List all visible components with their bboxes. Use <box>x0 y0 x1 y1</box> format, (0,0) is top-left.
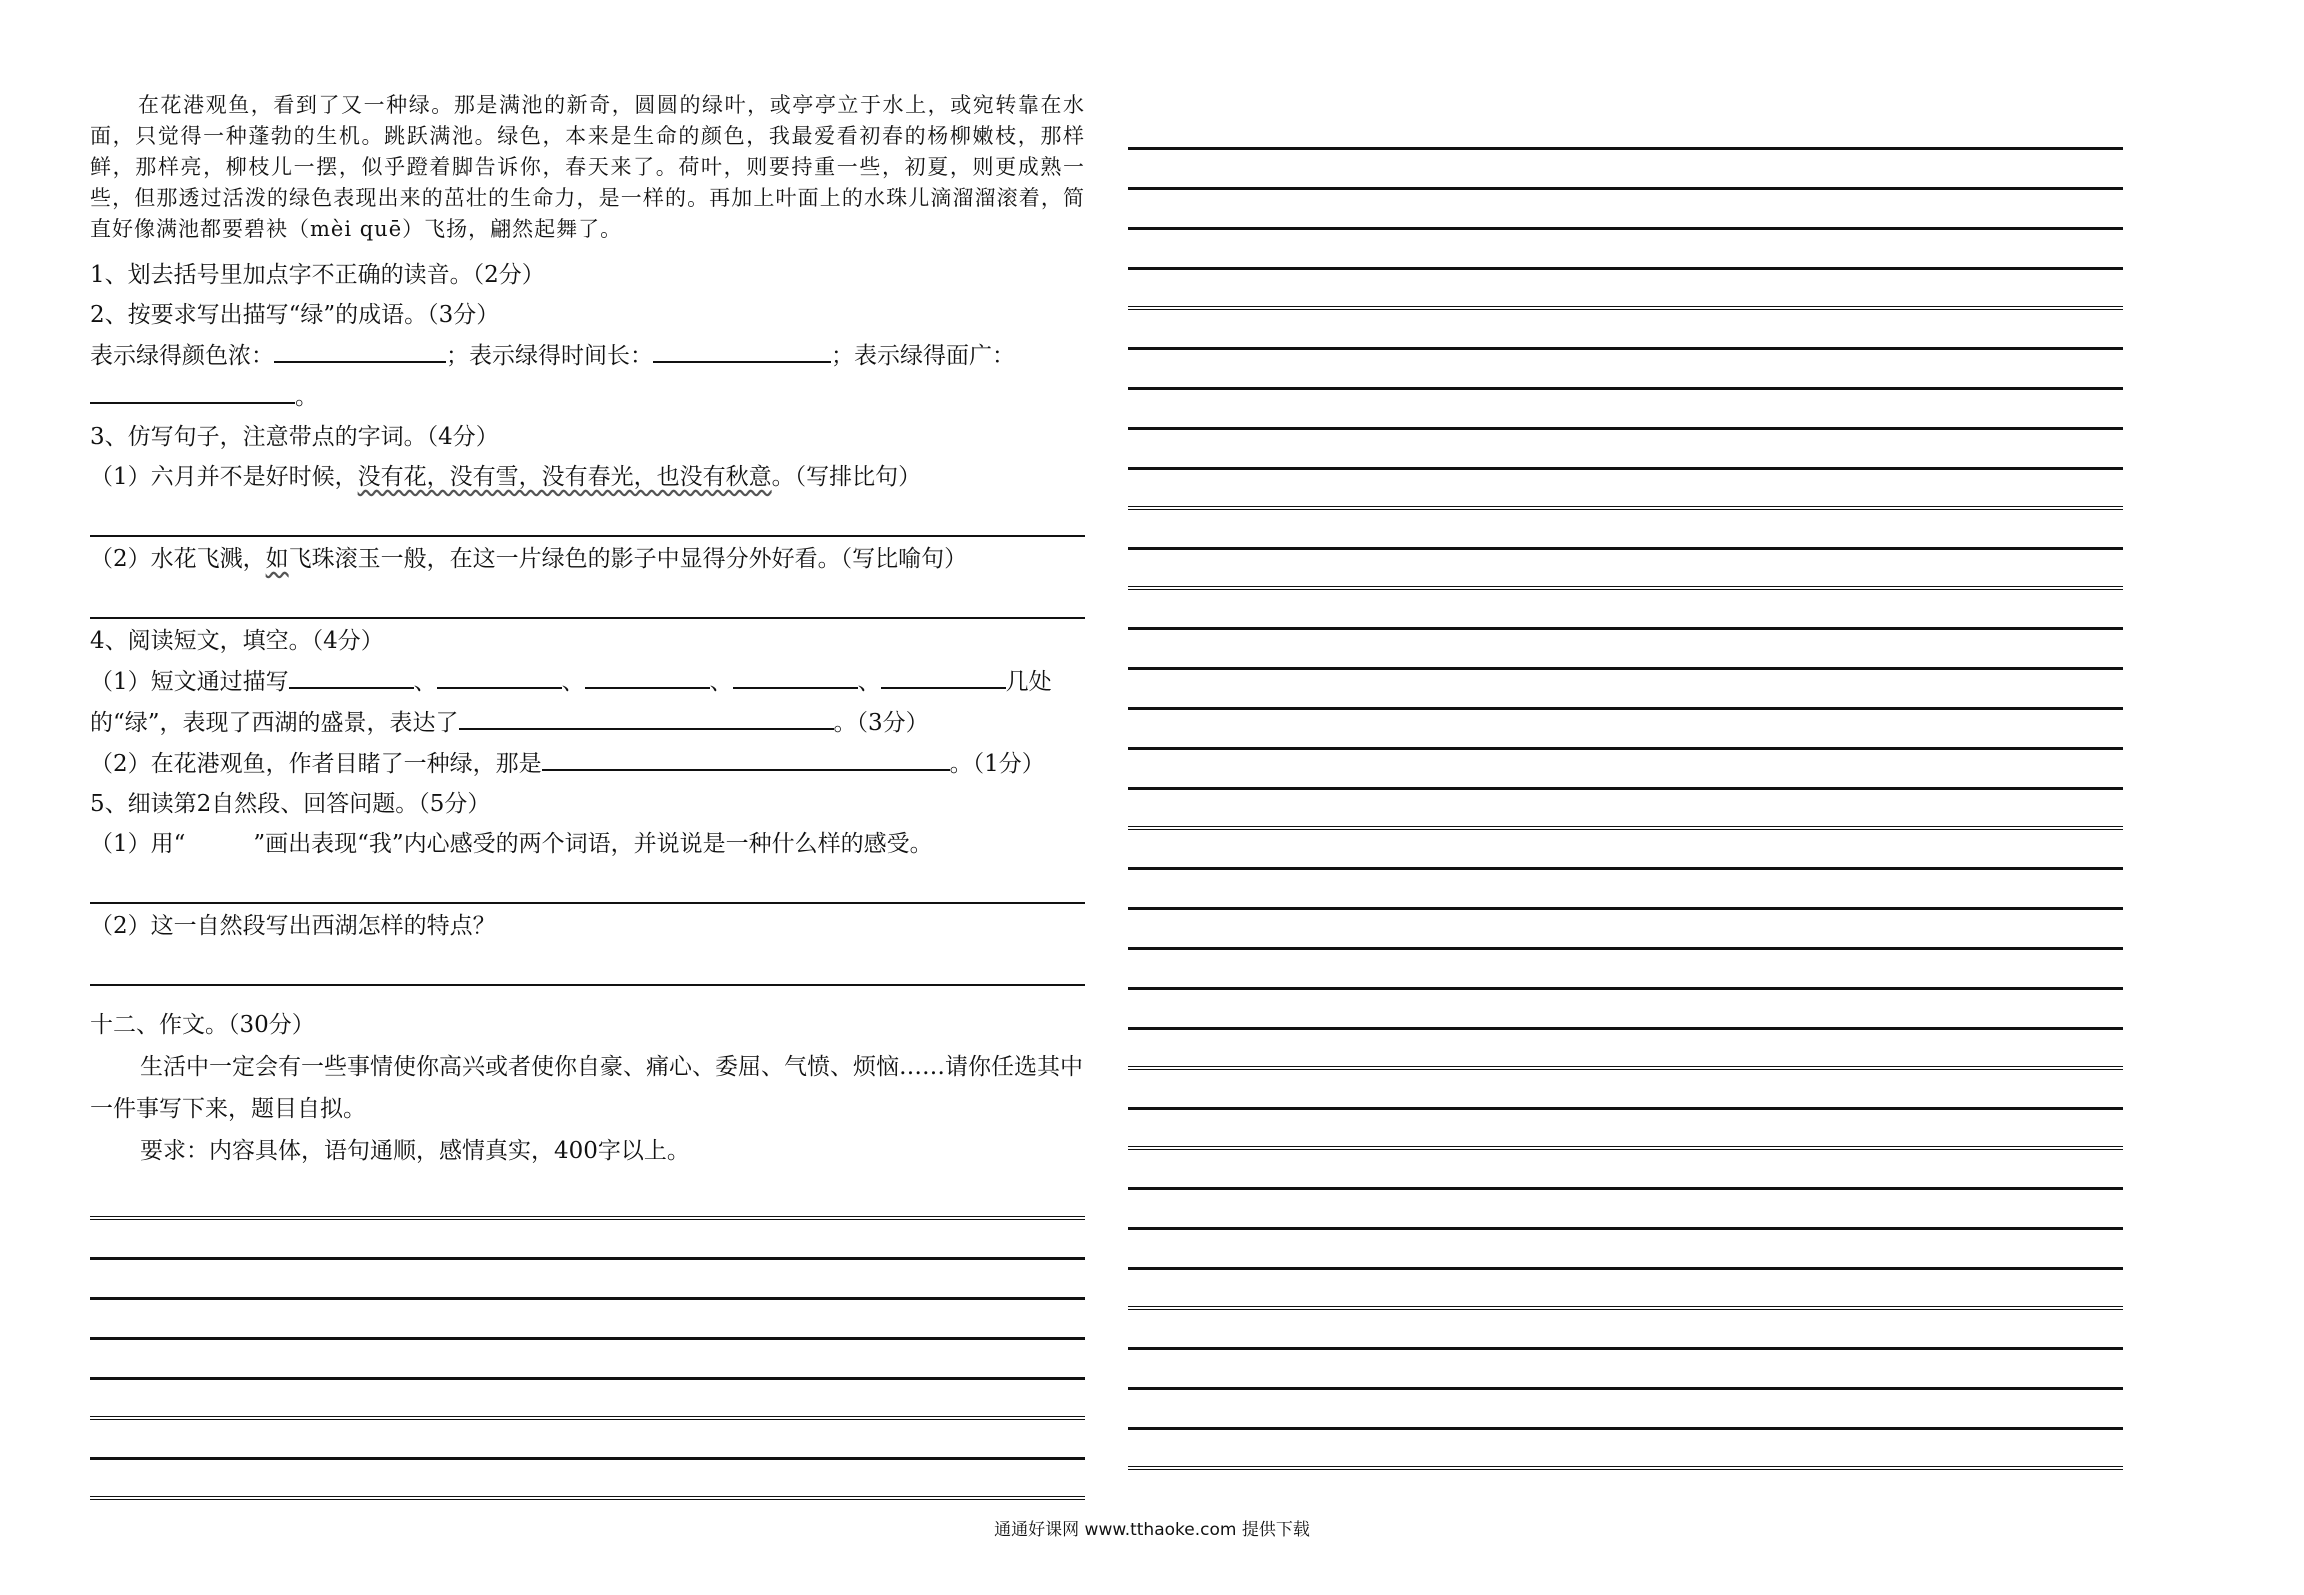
question-2-line2: 。 <box>90 376 1085 417</box>
writing-line[interactable] <box>1128 870 2123 910</box>
writing-line[interactable] <box>1128 1230 2123 1270</box>
writing-line[interactable] <box>1128 990 2123 1030</box>
writing-line[interactable] <box>1128 670 2123 710</box>
question-3-title: 3、仿写句子，注意带点的字词。（4分） <box>90 424 499 450</box>
writing-line[interactable] <box>1128 110 2123 150</box>
question-1: 1、划去括号里加点字不正确的读音。（2分） <box>90 262 545 288</box>
writing-line[interactable] <box>1128 310 2123 350</box>
writing-line[interactable] <box>1128 1070 2123 1110</box>
answer-blank[interactable] <box>274 335 446 363</box>
question-4-title: 4、阅读短文，填空。（4分） <box>90 628 384 654</box>
writing-line[interactable] <box>1128 910 2123 950</box>
writing-line[interactable] <box>90 1380 1085 1420</box>
writing-line[interactable] <box>1128 750 2123 790</box>
writing-line[interactable] <box>1128 1110 2123 1150</box>
dotted-words: 没有花，没有雪，没有春光，也没有秋意 <box>357 464 772 490</box>
writing-line[interactable] <box>1128 590 2123 630</box>
writing-line[interactable] <box>1128 950 2123 990</box>
answer-blank[interactable] <box>437 661 562 689</box>
writing-line[interactable] <box>1128 1430 2123 1470</box>
writing-line[interactable] <box>90 1420 1085 1460</box>
question-2-title: 2、按要求写出描写“绿”的成语。（3分） <box>90 302 500 328</box>
writing-line[interactable] <box>1128 1310 2123 1350</box>
writing-line[interactable] <box>1128 150 2123 190</box>
writing-line[interactable] <box>1128 390 2123 430</box>
writing-line[interactable] <box>1128 470 2123 510</box>
question-5-part-2: （2）这一自然段写出西湖怎样的特点？ <box>90 913 496 939</box>
writing-line[interactable] <box>1128 1150 2123 1190</box>
writing-line[interactable] <box>1128 430 2123 470</box>
question-4-part-1: （1）短文通过描写 、 、 、 、 几处 <box>90 661 1085 702</box>
writing-line[interactable] <box>1128 1270 2123 1310</box>
essay-title: 十二、作文。（30分） <box>90 1012 315 1038</box>
writing-line[interactable] <box>1128 190 2123 230</box>
answer-line[interactable] <box>90 497 1085 537</box>
essay-requirement: 要求：内容具体，语句通顺，感情真实，400字以上。 <box>140 1138 690 1164</box>
answer-line[interactable] <box>90 946 1085 986</box>
essay-prompt: 生活中一定会有一些事情使你高兴或者使你自豪、痛心、委屈、气愤、烦恼……请你任选其中一件事写下来，题目自拟。 <box>90 1054 1083 1122</box>
question-3-sentence-2: （2）水花飞溅，如飞珠滚玉一般，在这一片绿色的影子中显得分外好看。（写比喻句） <box>90 546 968 572</box>
writing-line[interactable] <box>1128 550 2123 590</box>
question-2-line: 表示绿得颜色浓： ；表示绿得时间长： ；表示绿得面广： <box>90 335 1085 376</box>
writing-line[interactable] <box>1128 350 2123 390</box>
writing-line[interactable] <box>1128 1030 2123 1070</box>
answer-blank[interactable] <box>881 661 1006 689</box>
right-column-writing-lines <box>1128 110 2123 1470</box>
writing-line[interactable] <box>1128 270 2123 310</box>
dotted-word: 如 <box>265 546 289 572</box>
writing-line[interactable] <box>90 1260 1085 1300</box>
writing-line[interactable] <box>90 1300 1085 1340</box>
answer-blank[interactable] <box>289 661 414 689</box>
writing-line[interactable] <box>90 1180 1085 1220</box>
answer-line[interactable] <box>90 864 1085 904</box>
page-footer: 通通好课网 www.tthaoke.com 提供下载 <box>994 1520 1310 1540</box>
writing-line[interactable] <box>1128 1390 2123 1430</box>
answer-blank[interactable] <box>90 376 295 404</box>
writing-line[interactable] <box>1128 630 2123 670</box>
writing-line[interactable] <box>1128 830 2123 870</box>
writing-line[interactable] <box>90 1340 1085 1380</box>
answer-blank[interactable] <box>733 661 858 689</box>
question-3-sentence-1: （1）六月并不是好时候，没有花，没有雪，没有春光，也没有秋意。（写排比句） <box>90 464 922 490</box>
writing-line[interactable] <box>90 1460 1085 1500</box>
answer-blank[interactable] <box>653 335 831 363</box>
writing-line[interactable] <box>90 1220 1085 1260</box>
question-5-part-1: （1）用“ ”画出表现“我”内心感受的两个词语，并说说是一种什么样的感受。 <box>90 831 933 857</box>
writing-line[interactable] <box>1128 710 2123 750</box>
left-column <box>90 90 1085 1500</box>
answer-blank[interactable] <box>585 661 710 689</box>
reading-passage: 在花港观鱼，看到了又一种绿。那是满池的新奇，圆圆的绿叶，或亭亭立于水上，或宛转靠在水面，只觉得一种蓬勃的生机。跳跃满池。绿色，本来是生命的颜色，我最爱看初春的杨柳嫩枝，那样鲜，那样亮，柳枝儿一摆，似乎蹬着脚告诉你，春天来了。荷叶，则要持重一些，初夏，则更成熟一些，但那透过活泼的绿色表现出来的茁壮的生命力，是一样的。再加上叶面上的水珠儿滴溜溜滚着，简直好像满池都要碧袂（mèi quē）飞扬，翩然起舞了。 <box>90 93 1085 241</box>
writing-line[interactable] <box>1128 230 2123 270</box>
question-5-title: 5、细读第2自然段、回答问题。（5分） <box>90 791 491 817</box>
writing-line[interactable] <box>1128 510 2123 550</box>
question-4-part-1-cont: 的“绿”，表现了西湖的盛景，表达了 。（3分） <box>90 702 1085 743</box>
answer-blank[interactable] <box>542 743 950 771</box>
writing-line[interactable] <box>1128 790 2123 830</box>
writing-line[interactable] <box>1128 1350 2123 1390</box>
answer-blank[interactable] <box>459 702 834 730</box>
question-4-part-2: （2）在花港观鱼，作者目睹了一种绿，那是 。（1分） <box>90 743 1085 784</box>
writing-line[interactable] <box>1128 1190 2123 1230</box>
answer-line[interactable] <box>90 579 1085 619</box>
